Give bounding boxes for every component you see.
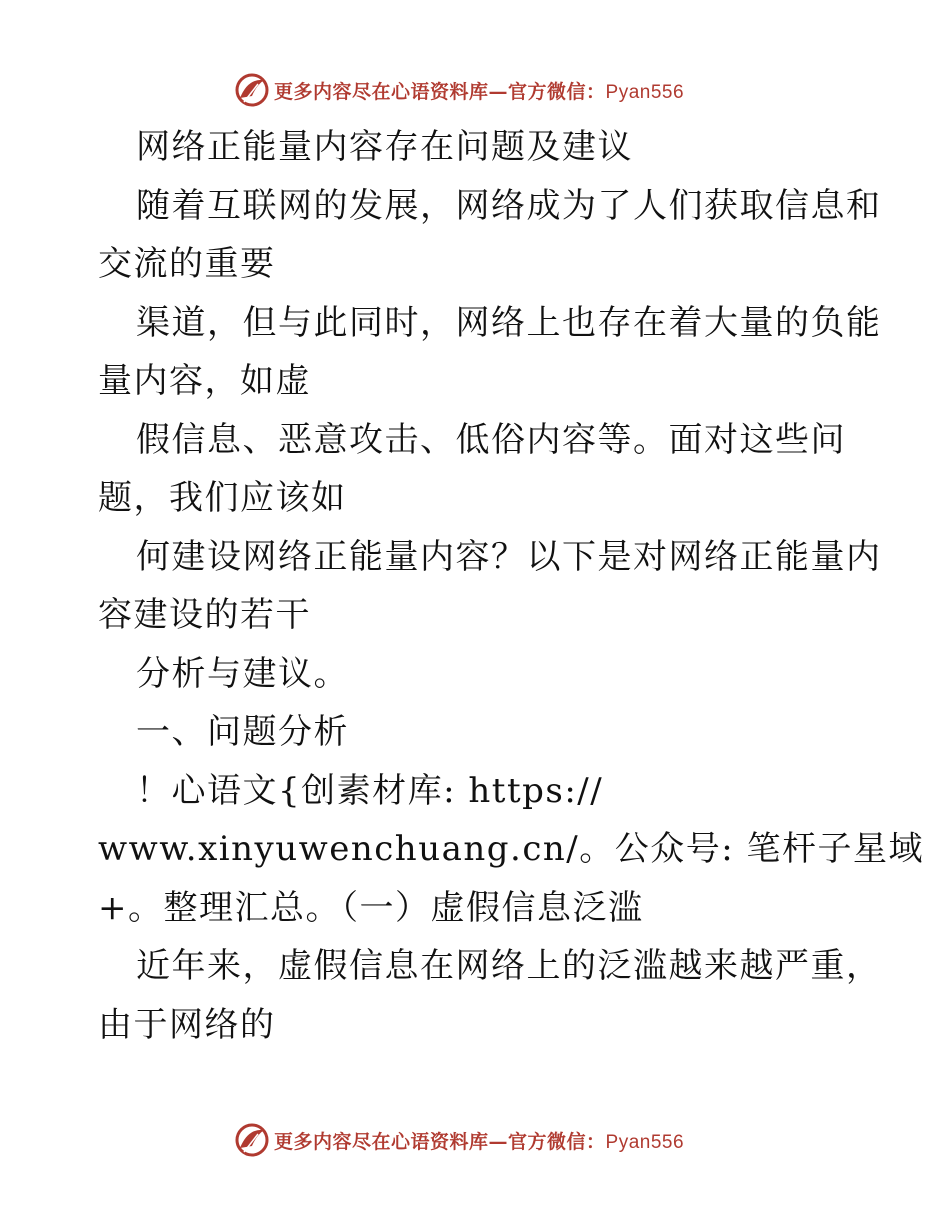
paragraph-line: 题，我们应该如 [98,478,347,518]
paragraph-line: 何建设网络正能量内容？以下是对网络正能量内 [136,536,882,577]
paragraph-line: 假信息、恶意攻击、低俗内容等。面对这些问 [136,419,846,460]
paragraph-line: 分析与建议。 [136,653,349,694]
banner-text: 更多内容尽在心语资料库—官方微信：Pyan556 [274,1130,685,1153]
pen-logo-icon [234,1122,270,1158]
paragraph-line: 容建设的若干 [98,595,311,635]
paragraph-line: 由于网络的 [98,1004,276,1045]
pen-logo-icon [234,72,270,108]
header-banner [234,72,684,108]
paragraph-line: 随着互联网的发展，网络成为了人们获取信息和 [136,185,882,226]
paragraph-line: 量内容，如虚 [98,361,311,401]
paragraph-line: +。整理汇总。（一）虚假信息泛滥 [98,887,644,928]
paragraph-line: ！心语文{创素材库: https:// [136,770,604,811]
paragraph-line: 交流的重要 [98,244,276,284]
footer-banner [234,1122,684,1158]
section-heading: 一、问题分析 [136,712,349,752]
document-body [98,118,924,1054]
paragraph-line: 近年来，虚假信息在网络上的泛滥越来越严重， [136,946,882,986]
paragraph-line: 渠道，但与此同时，网络上也存在着大量的负能 [136,302,882,343]
doc-title: 网络正能量内容存在问题及建议 [136,127,633,167]
banner-text: 更多内容尽在心语资料库—官方微信：Pyan556 [274,80,685,103]
paragraph-line: www.xinyuwenchuang.cn/。公众号: 笔杆子星域 [98,829,924,869]
